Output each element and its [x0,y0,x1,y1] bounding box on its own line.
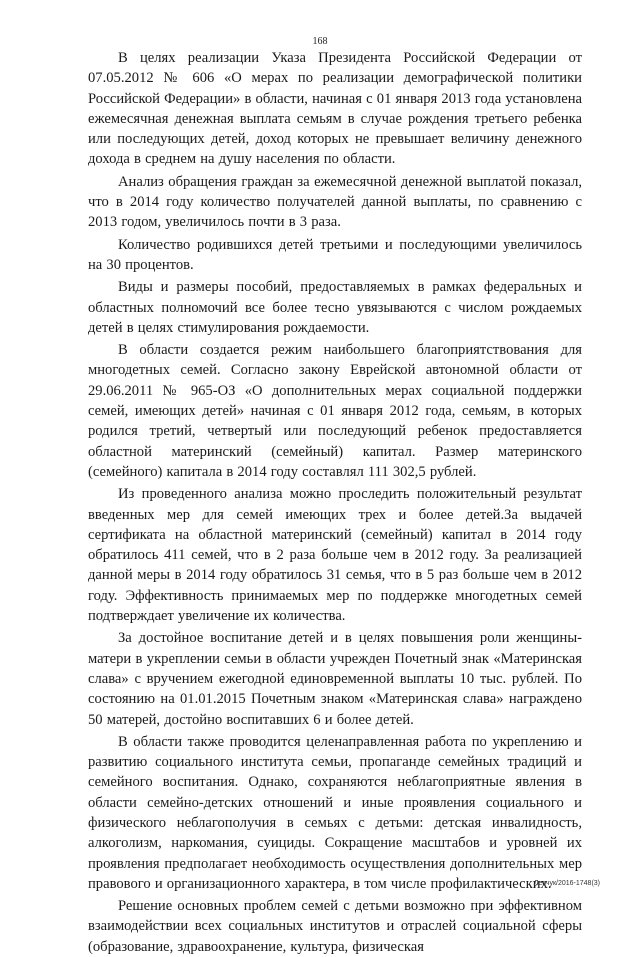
document-body [88,48,582,957]
paragraph-mother-glory-badge: За достойное воспитание детей и в целях повышения роли женщины-матери в укреплении семьи в области учрежден Почетный знак «Материнская слава» с вручением ежегодной единовременной выплаты 10 тыс. рублей. По состоянию на 01.01.2015 Почетным знаком «Материнская слава» награждено 50 матерей, достойно воспитавших 6 и более детей. [88,630,582,728]
paragraph-large-families-law: В области создается режим наибольшего благоприятствования для многодетных семей. Согласно закону Еврейской автономной области от 29.06.2011 № 965-ОЗ «О дополнительных мерах социальной поддержки семей, имеющих детей» начиная с 01 января 2012 года, семьям, в которых родился третий, четвертый или последующий ребенок предоставляется областной материнский (семейный) капитал. Размер материнского (семейного) капитала в 2014 году составлял 111 302,5 рублей. [88,342,582,480]
paragraph-family-institute: В области также проводится целенаправленная работа по укреплению и развитию социального института семьи, пропаганде семейных традиций и семейного воспитания. Однако, сохраняются неблагоприятные явления в области семейно-детских отношений и иные проявления социального и физического неблагополучия в семьях с детьми: детская инвалидность, алкоголизм, наркомания, суициды. Сокращение масштабов и уровней их проявления предполагает необходимость осуществления дополнительных мер правового и организационного характера, в том числе профилактических. [88,733,582,892]
paragraph-decree-606: В целях реализации Указа Президента Российской Федерации от 07.05.2012 № 606 «О мерах по реализации демографической политики Российской Федерации» в области, начиная с 01 января 2013 года установлена ежемесячная денежная выплата семьям в случае рождения третьего ребенка или последующих детей, доход которых не превышает величину денежного дохода в среднем на душу населения по области. [88,50,582,168]
paragraph-solution-problems: Решение основных проблем семей с детьми возможно при эффективном взаимодействии всех социальных институтов и отраслей социальной сферы (образование, здравоохранение, культура, физическая [88,898,582,955]
document-stamp: Левчук/2016-1748(3) [533,880,600,887]
paragraph-benefits-types: Виды и размеры пособий, предоставляемых в рамках федеральных и областных полномочий все более тесно увязываются с числом рождаемых детей в целях стимулирования рождаемости. [88,279,582,336]
paragraph-capital-results: Из проведенного анализа можно проследить положительный результат введенных мер для семей имеющих трех и более детей.За выдачей сертификата на областной материнский (семейный) капитал в 2014 году обратилось 411 семей, что в 2 раза больше чем в 2012 году. За реализацией данной меры в 2014 году обратилось 31 семья, что в 5 раз больше чем в 2012 году. Эффективность принимаемых мер по поддержке многодетных семей подтверждает увеличение их количества. [88,486,582,625]
paragraph-births-increase: Количество родившихся детей третьими и последующими увеличилось на 30 процентов. [88,236,582,273]
paragraph-payment-analysis: Анализ обращения граждан за ежемесячной денежной выплатой показал, что в 2014 году количество получателей данной выплаты, по сравнению с 2013 годом, увеличилось почти в 3 раза. [88,173,582,231]
page-number: 168 [312,36,328,47]
